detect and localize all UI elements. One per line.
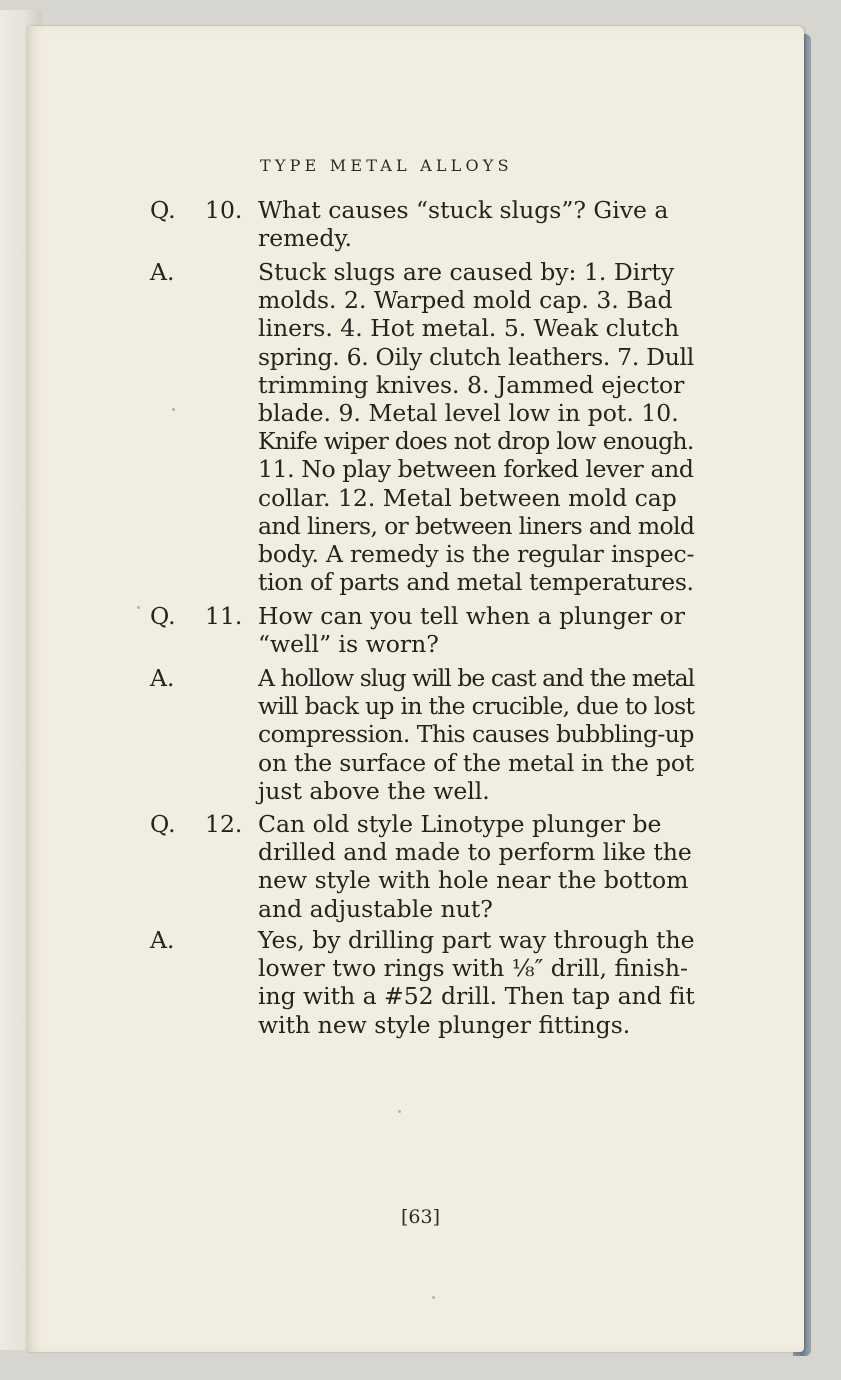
text-line: “well” is worn?: [258, 630, 439, 659]
entry-number: 12.: [205, 810, 243, 838]
paper-speck: [432, 1296, 435, 1299]
text-line: and liners, or between liners and mold: [258, 511, 695, 540]
entry-text: [258, 926, 694, 1039]
text-line: molds. 2. Warped mold cap. 3. Bad: [258, 286, 673, 315]
entry-text: [258, 258, 694, 596]
entry-text: [258, 196, 694, 252]
entry-marker: A.: [150, 926, 175, 954]
text-line: spring. 6. Oily clutch leathers. 7. Dull: [258, 342, 694, 371]
text-line: remedy.: [258, 224, 352, 253]
text-line: body. A remedy is the regular inspec-: [258, 540, 695, 569]
text-line: liners. 4. Hot metal. 5. Weak clutch: [258, 314, 680, 343]
text-line: tion of parts and metal temperatures.: [258, 568, 694, 597]
page-number: [63]: [400, 1206, 440, 1228]
paper-speck: [137, 606, 140, 609]
entry-number: 11.: [205, 602, 243, 630]
text-line: collar. 12. Metal between mold cap: [258, 483, 677, 512]
text-line: with new style plunger fittings.: [258, 1010, 631, 1039]
text-line: Stuck slugs are caused by: 1. Dirty: [258, 258, 675, 286]
text-line: How can you tell when a plunger or: [258, 602, 685, 630]
text-line: will back up in the crucible, due to lost: [258, 692, 695, 721]
text-line: What causes “stuck slugs”? Give a: [258, 196, 669, 224]
text-line: drilled and made to perform like the: [258, 838, 692, 867]
text-line: Can old style Linotype plunger be: [258, 810, 662, 838]
text-line: lower two rings with ⅛″ drill, finish-: [258, 954, 688, 983]
text-line: new style with hole near the bottom: [258, 866, 689, 895]
text-line: and adjustable nut?: [258, 894, 493, 923]
text-line: just above the well.: [258, 776, 490, 805]
entry-number: 10.: [205, 196, 243, 224]
text-line: on the surface of the metal in the pot: [258, 748, 694, 777]
text-line: Knife wiper does not drop low enough.: [258, 427, 694, 456]
entry-text: [258, 664, 694, 805]
text-line: Yes, by drilling part way through the: [258, 926, 695, 954]
text-line: 11. No play between forked lever and: [258, 455, 694, 484]
entry-text: [258, 810, 694, 923]
text-line: ing with a #52 drill. Then tap and fit: [258, 982, 695, 1011]
entry-marker: Q.: [150, 602, 176, 630]
entry-marker: A.: [150, 664, 175, 692]
entry-marker: A.: [150, 258, 175, 286]
text-line: trimming knives. 8. Jammed ejector: [258, 370, 685, 399]
text-line: blade. 9. Metal level low in pot. 10.: [258, 399, 679, 428]
text-line: A hollow slug will be cast and the metal: [258, 664, 695, 692]
entry-marker: Q.: [150, 196, 176, 224]
paper-speck: [172, 408, 175, 411]
paper-speck: [398, 1110, 401, 1113]
entry-text: [258, 602, 694, 658]
running-head: TYPE METAL ALLOYS: [260, 156, 513, 175]
text-line: compression. This causes bubbling-up: [258, 720, 694, 749]
entry-marker: Q.: [150, 810, 176, 838]
